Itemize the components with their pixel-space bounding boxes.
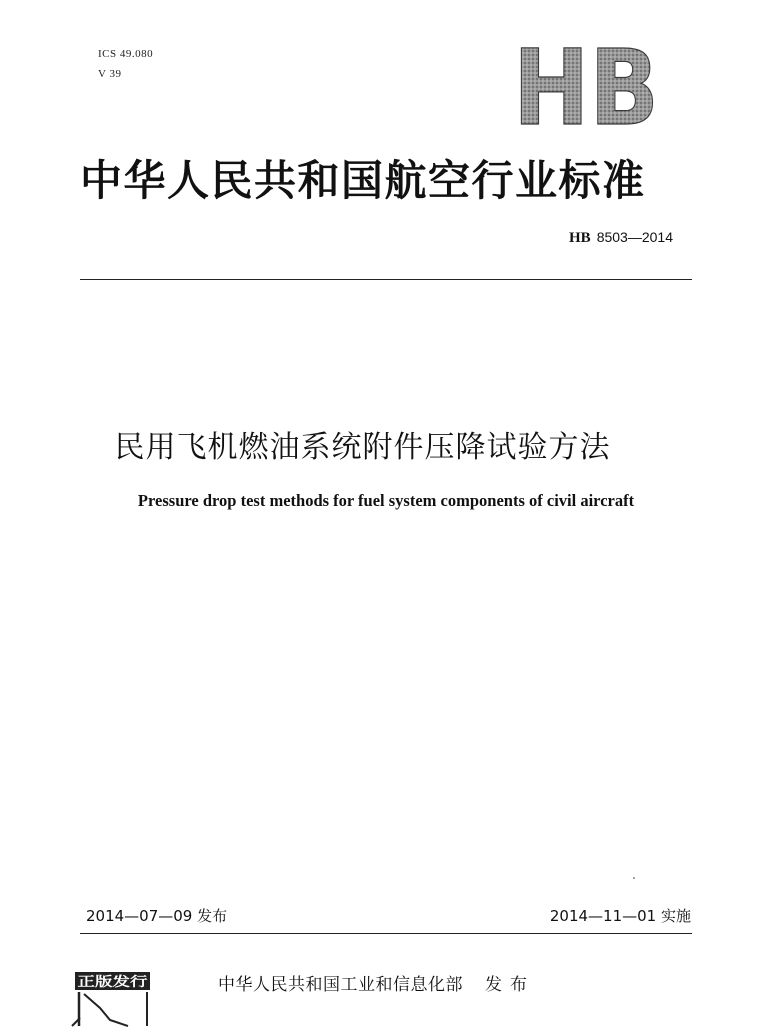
ccs-code: V 39: [98, 68, 122, 80]
standard-code: 8503—2014: [596, 229, 673, 245]
title-english: Pressure drop test methods for fuel system components of civil aircraft: [137, 491, 635, 510]
genuine-edition-stamp: [70, 968, 154, 1028]
issuing-authority: [218, 970, 535, 995]
standard-prefix: HB: [569, 230, 591, 246]
hb-logo: [512, 27, 660, 149]
implementation-date: 2014—11—01 实施: [549, 907, 691, 925]
footer-divider: [80, 933, 692, 934]
svg-text:HB: HB: [513, 27, 659, 149]
issuer-name: 中华人民共和国工业和信息化部: [218, 975, 463, 995]
svg-text:正版发行: 正版发行: [77, 975, 130, 990]
scan-speck: [633, 877, 635, 879]
release-date: 2014—07—09 发布: [86, 907, 228, 925]
header-divider: [80, 279, 692, 280]
standard-type-heading: 中华人民共和国航空行业标准: [80, 156, 646, 205]
classification-codes: [98, 44, 153, 84]
title-chinese: 民用飞机燃油系统附件压降试验方法: [114, 430, 611, 465]
standard-number: [569, 229, 673, 247]
issuer-verb: 发布: [485, 975, 535, 995]
ics-code: ICS 49.080: [98, 48, 154, 60]
